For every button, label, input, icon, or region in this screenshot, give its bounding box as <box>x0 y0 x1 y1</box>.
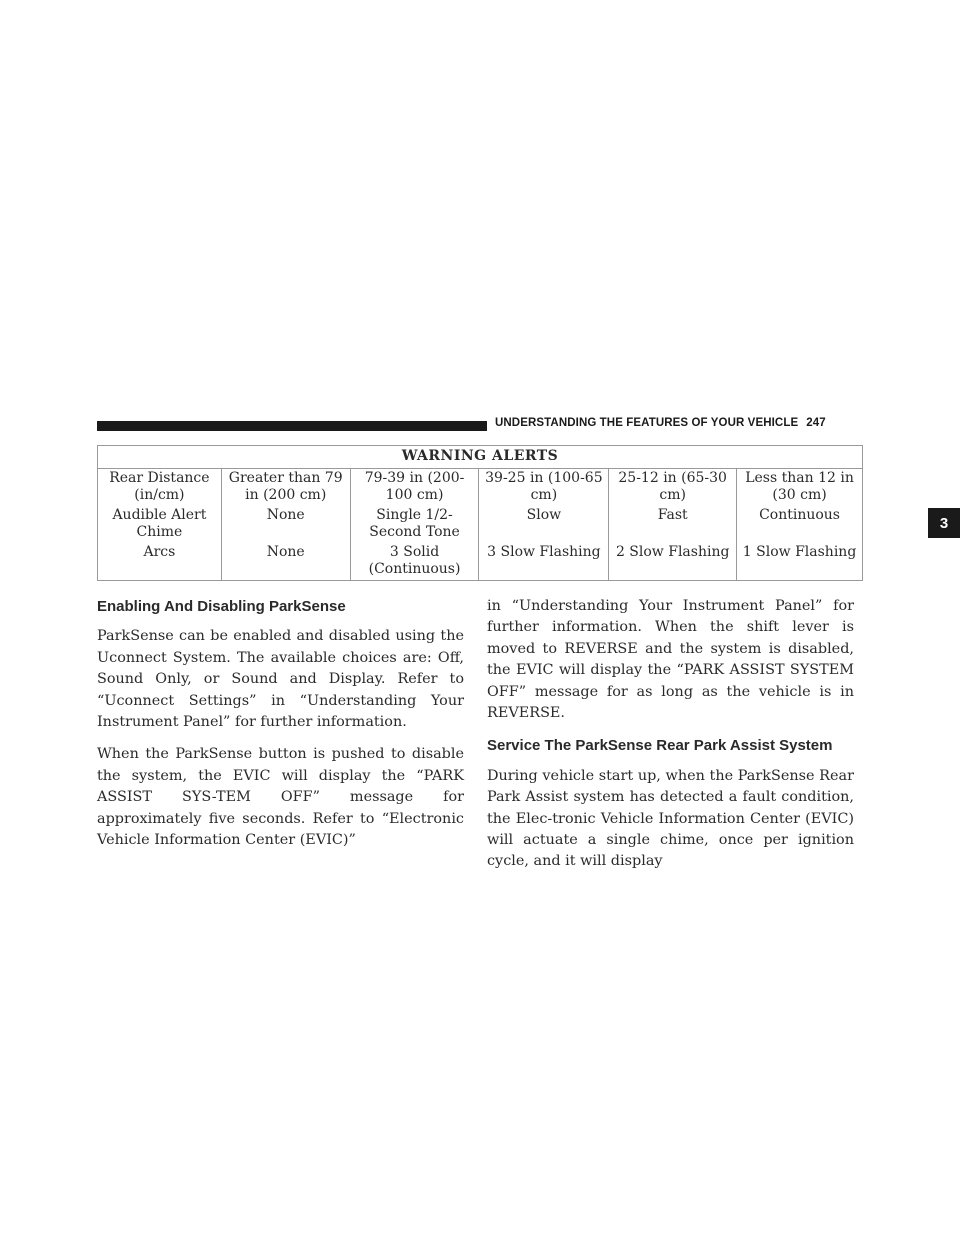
paragraph: When the ParkSense button is pushed to disable the system, the EVIC will display the “PARK ASSIST SYS-TEM OFF” message for approximately five seconds. Refer to “Electronic Vehicle Information Center (EVIC)” <box>97 746 464 849</box>
table-cell: Single 1/2-Second Tone <box>350 506 479 543</box>
row-label-arcs: Arcs <box>98 543 222 581</box>
row-label-audible-alert: Audible Alert Chime <box>98 506 222 543</box>
table-cell: 25-12 in (65-30 cm) <box>609 469 737 507</box>
table-cell: Continuous <box>737 506 863 543</box>
running-header <box>495 417 865 429</box>
table-cell: 39-25 in (100-65 cm) <box>479 469 609 507</box>
table-cell: 79-39 in (200-100 cm) <box>350 469 479 507</box>
paragraph: in “Understanding Your Instrument Panel” for further information. When the shift lever is moved to REVERSE and the system is disabled, the EVIC will display the “PARK ASSIST SYSTEM OFF” message for as long as the vehicle is in REVERSE. <box>487 598 854 722</box>
table-cell: 2 Slow Flashing <box>609 543 737 581</box>
table-row <box>98 506 863 543</box>
section-heading-service: Service The ParkSense Rear Park Assist System <box>487 737 833 755</box>
table-cell: 3 Slow Flashing <box>479 543 609 581</box>
table-cell: Greater than 79 in (200 cm) <box>221 469 350 507</box>
paragraph: ParkSense can be enabled and disabled using the Uconnect System. The available choices are: Off, Sound Only, or Sound and Display. Refer to “Uconnect Settings” in “Understanding Your Instrument Panel” for further information. <box>97 628 464 731</box>
table-row <box>98 543 863 581</box>
right-column <box>487 596 854 884</box>
table-row <box>98 469 863 507</box>
page-number: 247 <box>806 417 826 429</box>
table-cell: Less than 12 in (30 cm) <box>737 469 863 507</box>
section-heading-enabling: Enabling And Disabling ParkSense <box>97 598 346 615</box>
table-cell: 1 Slow Flashing <box>737 543 863 581</box>
warning-alerts-table <box>97 445 863 581</box>
table-cell: 3 Solid (Continuous) <box>350 543 479 581</box>
row-label-rear-distance: Rear Distance (in/cm) <box>98 469 222 507</box>
header-rule <box>97 421 487 431</box>
section-title: UNDERSTANDING THE FEATURES OF YOUR VEHICLE <box>495 417 799 429</box>
table-cell: Fast <box>609 506 737 543</box>
left-column <box>97 596 464 862</box>
table-cell: Slow <box>479 506 609 543</box>
table-cell: None <box>221 543 350 581</box>
paragraph: During vehicle start up, when the ParkSense Rear Park Assist system has detected a fault condition, the Elec-tronic Vehicle Information Center (EVIC) will actuate a single chime, once per ignition cycle, and it will display <box>487 767 854 870</box>
table-cell: None <box>221 506 350 543</box>
chapter-tab[interactable]: 3 <box>928 508 960 538</box>
table-title: WARNING ALERTS <box>98 446 863 469</box>
